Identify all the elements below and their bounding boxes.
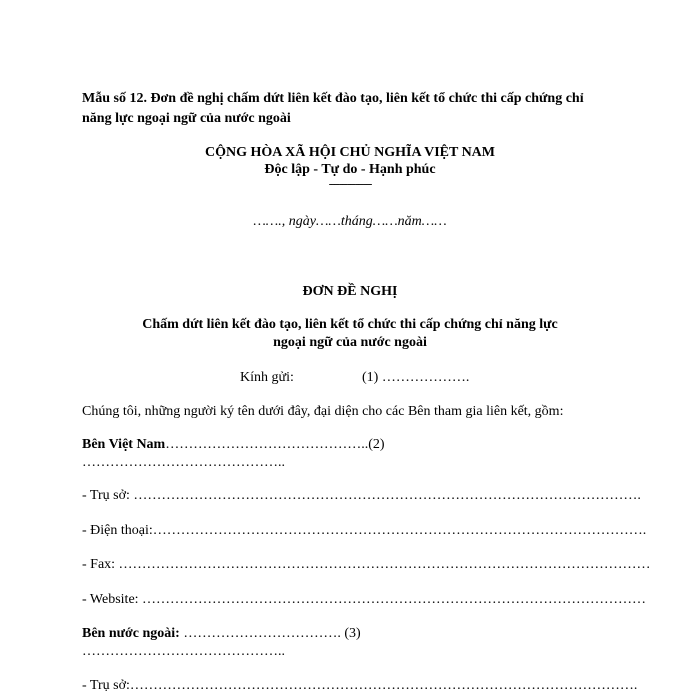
form-heading-line2: năng lực ngoại ngữ của nước ngoài [82,111,291,126]
vn-party-continuation: …………………………………….. [82,455,285,470]
subject-line2: ngoại ngữ của nước ngoài [273,335,427,350]
document-title: ĐƠN ĐỀ NGHỊ [302,284,398,299]
vn-party-phone: - Điện thoại:……………………………………………………………………………………………. [82,523,647,538]
foreign-party-fill: ……………………………. (3) [179,626,361,641]
republic-name: CỘNG HÒA XÃ HỘI CHỦ NGHĨA VIỆT NAM [204,145,495,160]
national-motto: Độc lập - Tự do - Hạnh phúc [264,162,436,177]
vn-party-label: Bên Việt Nam [82,437,166,452]
vn-party-address: - Trụ sở: ………………………………………………………………………………………………. [82,488,641,503]
foreign-party-heading [82,626,361,642]
motto-divider: ---------------- [328,178,372,190]
recipient-value: (1) ………………. [362,370,470,385]
subject-line1: Chấm dứt liên kết đào tạo, liên kết tổ chức thi cấp chứng chỉ năng lực [142,317,558,332]
recipient-label: Kính gửi: [240,370,294,385]
vn-party-heading [82,437,385,453]
vn-party-fill: ……………………………………..(2) [165,437,385,452]
form-heading-line1: Mẫu số 12. Đơn đề nghị chấm dứt liên kết đào tạo, liên kết tổ chức thi cấp chứng chỉ [82,91,584,106]
vn-party-fax: - Fax: …………………………………………………………………………………………………… [82,557,651,572]
date-line: ……., ngày……tháng……năm…… [253,214,447,229]
foreign-party-label: Bên nước ngoài: [82,626,180,641]
intro-text: Chúng tôi, những người ký tên dưới đây, đại diện cho các Bên tham gia liên kết, gồm: [82,404,564,419]
vn-party-website: - Website: ……………………………………………………………………………………………… [82,592,647,607]
foreign-party-continuation: …………………………………….. [82,644,285,659]
foreign-party-address: - Trụ sở:………………………………………………………………………………………………. [82,678,638,693]
